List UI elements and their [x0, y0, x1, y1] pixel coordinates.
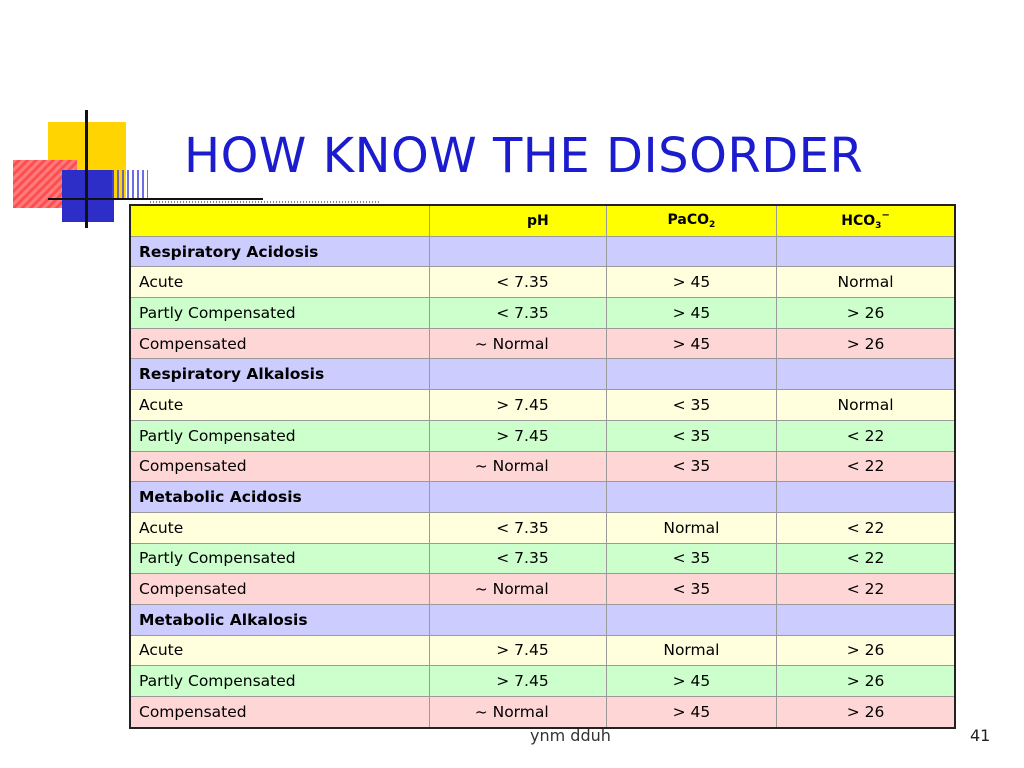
section-row	[130, 604, 955, 635]
cell-hco3: > 26	[777, 635, 955, 666]
row-label: Compensated	[130, 697, 429, 728]
cell-hco3: < 22	[777, 574, 955, 605]
empty-cell	[606, 482, 776, 513]
table-row	[130, 451, 955, 482]
section-row	[130, 359, 955, 390]
cell-ph: < 7.35	[429, 298, 606, 329]
row-label: Compensated	[130, 574, 429, 605]
empty-cell	[429, 604, 606, 635]
cell-paco2: > 45	[606, 666, 776, 697]
table-row	[130, 574, 955, 605]
row-label: Acute	[130, 635, 429, 666]
slide-title: HOW KNOW THE DISORDER	[184, 128, 864, 184]
header-paco2-sub: 2	[709, 219, 716, 230]
table-row	[130, 420, 955, 451]
cell-hco3: > 26	[777, 328, 955, 359]
cell-ph: ~ Normal	[429, 328, 606, 359]
header-hco3-sup: −	[881, 210, 890, 222]
cell-hco3: Normal	[777, 267, 955, 298]
table-row	[130, 512, 955, 543]
header-paco2	[606, 205, 776, 236]
cell-paco2: > 45	[606, 697, 776, 728]
vertical-line-decoration	[85, 110, 88, 228]
header-ph: pH	[429, 205, 606, 236]
dotted-line-decoration	[150, 201, 380, 203]
cell-ph: < 7.35	[429, 543, 606, 574]
section-row	[130, 236, 955, 267]
cell-hco3: > 26	[777, 697, 955, 728]
cell-ph: > 7.45	[429, 390, 606, 421]
row-label: Compensated	[130, 451, 429, 482]
cell-ph: ~ Normal	[429, 574, 606, 605]
section-row	[130, 482, 955, 513]
cell-paco2: Normal	[606, 635, 776, 666]
header-hco3-base: HCO	[841, 213, 876, 230]
row-label: Partly Compensated	[130, 666, 429, 697]
header-hco3-sub: 3	[875, 221, 882, 232]
cell-paco2: Normal	[606, 512, 776, 543]
cell-hco3: > 26	[777, 298, 955, 329]
row-label: Partly Compensated	[130, 298, 429, 329]
table-header-row	[130, 205, 955, 236]
table-row	[130, 635, 955, 666]
row-label: Acute	[130, 512, 429, 543]
cell-hco3: Normal	[777, 390, 955, 421]
empty-cell	[777, 236, 955, 267]
cell-paco2: < 35	[606, 420, 776, 451]
empty-cell	[429, 482, 606, 513]
empty-cell	[606, 604, 776, 635]
table-row	[130, 298, 955, 329]
section-name: Respiratory Alkalosis	[130, 359, 429, 390]
header-paco2-base: PaCO	[667, 211, 710, 228]
cell-hco3: < 22	[777, 543, 955, 574]
row-label: Acute	[130, 267, 429, 298]
cell-paco2: > 45	[606, 298, 776, 329]
row-label: Compensated	[130, 328, 429, 359]
cell-paco2: > 45	[606, 267, 776, 298]
cell-ph: ~ Normal	[429, 697, 606, 728]
cell-ph: > 7.45	[429, 420, 606, 451]
cell-hco3: > 26	[777, 666, 955, 697]
empty-cell	[777, 482, 955, 513]
cell-ph: < 7.35	[429, 267, 606, 298]
empty-cell	[429, 236, 606, 267]
empty-cell	[606, 236, 776, 267]
cell-ph: > 7.45	[429, 666, 606, 697]
page-number: 41	[970, 726, 991, 745]
cell-ph: > 7.45	[429, 635, 606, 666]
table-row	[130, 697, 955, 728]
empty-cell	[606, 359, 776, 390]
cell-hco3: < 22	[777, 451, 955, 482]
cell-paco2: < 35	[606, 390, 776, 421]
footer-text: ynm dduh	[530, 726, 611, 745]
disorder-table	[129, 204, 956, 729]
decorative-block-art	[0, 0, 150, 240]
blue-square-decoration	[62, 170, 114, 222]
row-label: Acute	[130, 390, 429, 421]
empty-cell	[777, 604, 955, 635]
section-name: Metabolic Acidosis	[130, 482, 429, 513]
table-row	[130, 328, 955, 359]
cell-ph: ~ Normal	[429, 451, 606, 482]
cell-hco3: < 22	[777, 420, 955, 451]
row-label: Partly Compensated	[130, 543, 429, 574]
empty-cell	[777, 359, 955, 390]
blue-fade-decoration	[112, 170, 148, 200]
cell-paco2: < 35	[606, 543, 776, 574]
cell-paco2: < 35	[606, 451, 776, 482]
cell-paco2: < 35	[606, 574, 776, 605]
row-label: Partly Compensated	[130, 420, 429, 451]
cell-paco2: > 45	[606, 328, 776, 359]
table-row	[130, 390, 955, 421]
table-row	[130, 543, 955, 574]
table-row	[130, 666, 955, 697]
section-name: Respiratory Acidosis	[130, 236, 429, 267]
section-name: Metabolic Alkalosis	[130, 604, 429, 635]
header-empty-cell	[130, 205, 429, 236]
cell-ph: < 7.35	[429, 512, 606, 543]
header-hco3	[777, 205, 955, 236]
cell-hco3: < 22	[777, 512, 955, 543]
horizontal-line-decoration	[48, 198, 263, 200]
table-row	[130, 267, 955, 298]
empty-cell	[429, 359, 606, 390]
